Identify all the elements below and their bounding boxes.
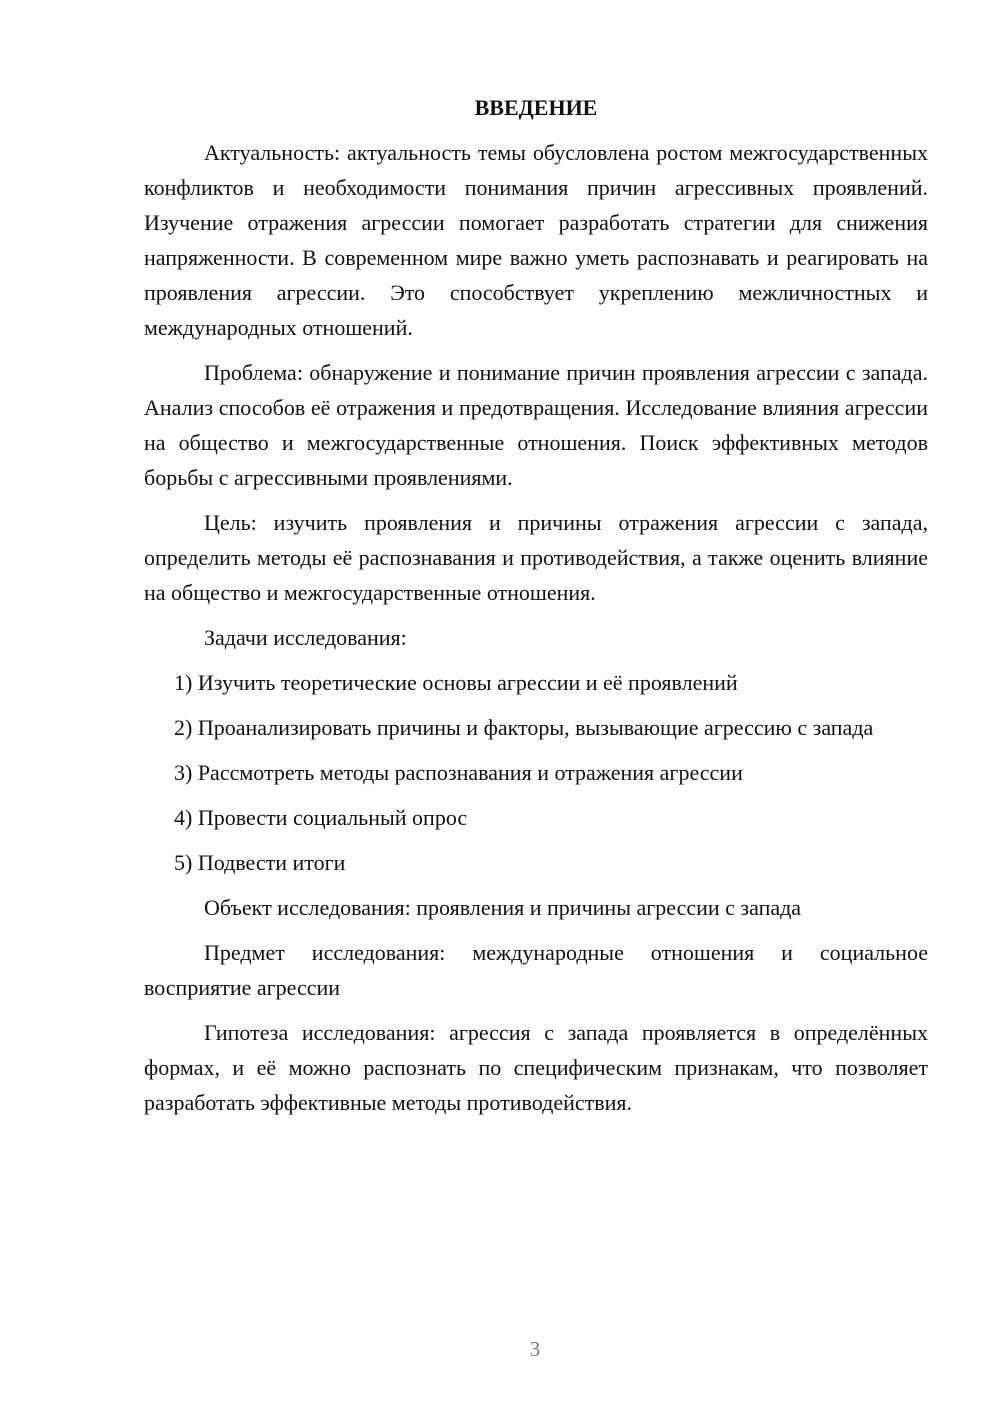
hypothesis-paragraph: Гипотеза исследования: агрессия с запада проявляется в определённых формах, и её можно распознать по специфическим признакам, что позволяет разработать эффективные методы противодействия.	[144, 1020, 928, 1115]
task-item: 5) Подвести итоги	[174, 850, 346, 875]
task-item: 3) Рассмотреть методы распознавания и отражения агрессии	[174, 760, 743, 785]
relevance-paragraph: Актуальность: актуальность темы обусловлена ростом межгосударственных конфликтов и необходимости понимания причин агрессивных проявлений. Изучение отражения агрессии помогает разработать стратегии для снижения напряженности. В современном мире важно уметь распознавать и реагировать на проявления агрессии. Это способствует укреплению межличностных и международных отношений.	[144, 140, 928, 340]
subject-paragraph: Предмет исследования: международные отношения и социальное восприятие агрессии	[144, 940, 928, 1000]
task-item: 1) Изучить теоретические основы агрессии и её проявлений	[174, 670, 738, 695]
page-content	[144, 90, 928, 1120]
goal-paragraph: Цель: изучить проявления и причины отражения агрессии с запада, определить методы её распознавания и противодействия, а также оценить влияние на общество и межгосударственные отношения.	[144, 510, 928, 605]
task-item: 2) Проанализировать причины и факторы, вызывающие агрессию с запада	[174, 715, 874, 740]
object-paragraph: Объект исследования: проявления и причины агрессии с запада	[204, 895, 802, 920]
task-item: 4) Провести социальный опрос	[174, 805, 468, 830]
problem-paragraph: Проблема: обнаружение и понимание причин проявления агрессии с запада. Анализ способов её отражения и предотвращения. Исследование влияния агрессии на общество и межгосударственные отношения. Поиск эффективных методов борьбы с агрессивными проявлениями.	[144, 360, 928, 490]
tasks-heading: Задачи исследования:	[204, 625, 407, 650]
page-number: 3	[529, 1337, 541, 1361]
page-title: ВВЕДЕНИЕ	[474, 95, 598, 120]
